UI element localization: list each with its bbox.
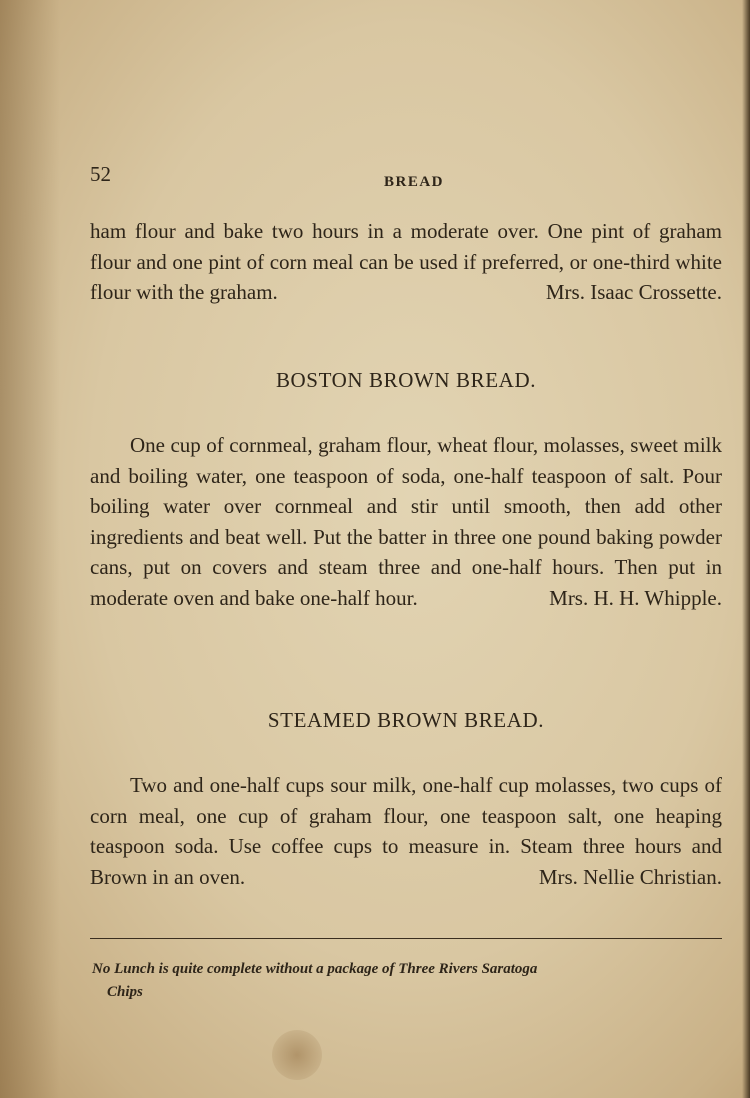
page-number: 52 xyxy=(90,162,111,186)
footer-line-1: No Lunch is quite complete without a package of Three Rivers Saratoga xyxy=(92,961,538,977)
recipe-signature-steamed: Mrs. Nellie Christian. xyxy=(538,864,722,889)
recipe-text-boston: One cup of cornmeal, graham flour, wheat flour, molasses, sweet milk and boiling water, one teaspoon of soda, one-half teaspoon of salt. Pour boiling water over cornmeal and stir until smooth, then add other ingredients and beat well. Put the batter in three one pound baking powder cans, put on covers and steam three and one-half hours. Then put in moderate oven and bake one-half hour. xyxy=(90,433,722,610)
page-header xyxy=(90,162,722,192)
footer-line-2: Chips xyxy=(107,984,143,1000)
continuation-paragraph xyxy=(90,216,722,308)
footer-advertisement xyxy=(92,958,726,1004)
continuation-text: ham flour and bake two hours in a moderate over. One pint of graham flour and one pint of corn meal can be used if preferred, or one-third white flour with the graham. xyxy=(90,219,722,304)
paper-stain xyxy=(272,1030,322,1080)
recipe-body-boston xyxy=(90,430,722,613)
recipe-body-steamed xyxy=(90,770,722,892)
page-shadow xyxy=(0,0,60,1098)
footer-rule xyxy=(90,938,722,939)
recipe-text-steamed: Two and one-half cups sour milk, one-half cup molasses, two cups of corn meal, one cup of graham flour, one teaspoon salt, one heaping teaspoon soda. Use coffee cups to measure in. Steam three hours and Brown in an oven. xyxy=(90,773,722,889)
recipe-title-boston: BOSTON BROWN BREAD. xyxy=(275,368,537,392)
running-head: BREAD xyxy=(384,174,445,190)
continuation-signature: Mrs. Isaac Crossette. xyxy=(545,280,722,304)
recipe-title-steamed: STEAMED BROWN BREAD. xyxy=(267,708,545,732)
recipe-signature-boston: Mrs. H. H. Whipple. xyxy=(549,585,722,610)
page-edge xyxy=(742,0,750,1098)
